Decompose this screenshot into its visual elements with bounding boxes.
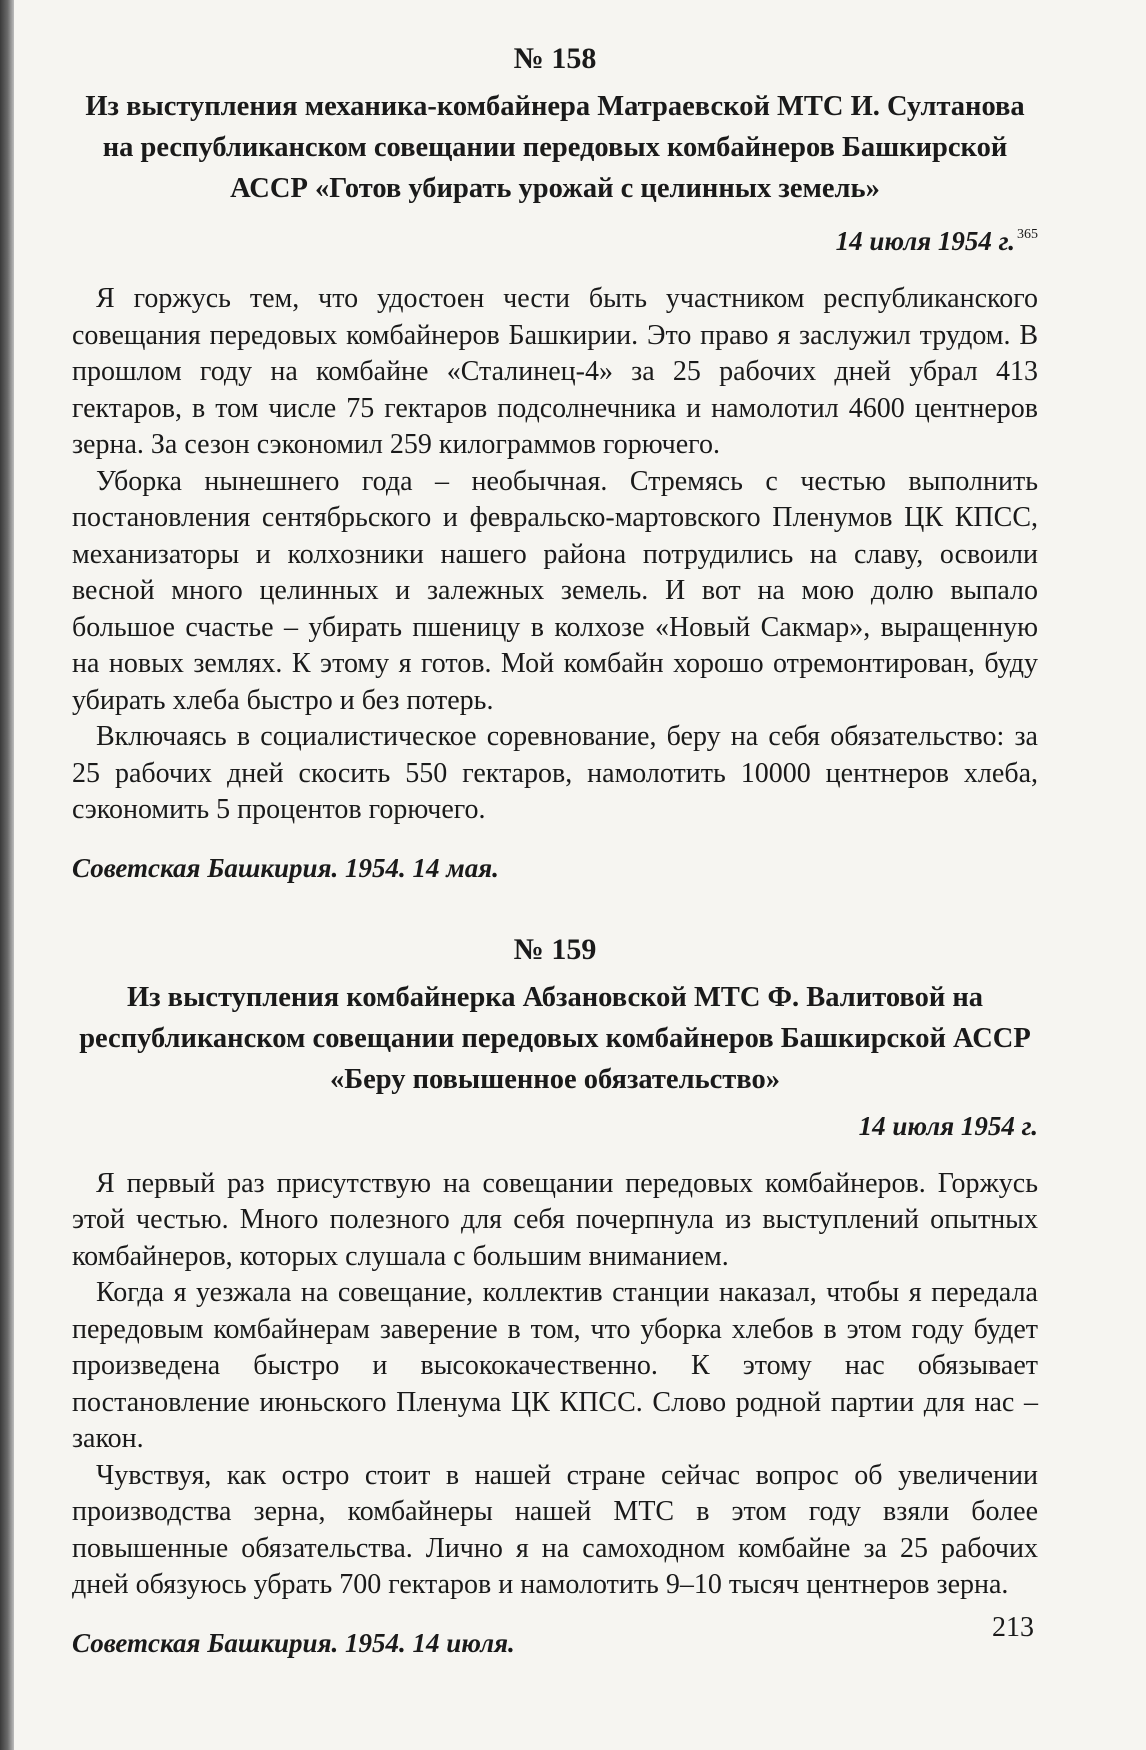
document-date: 14 июля 1954 г. (858, 1110, 1038, 1141)
document-date: 14 июля 1954 г. (835, 226, 1015, 256)
source-citation: Советская Башкирия. 1954. 14 мая. (72, 852, 499, 883)
paragraph: Я первый раз присутствую на совещании передовых комбайнеров. Горжусь этой честью. Много полезного для себя почерпнула из выступлений опытных комбайнеров, которых слушала с большим вниманием. (72, 1167, 1038, 1272)
book-spine-shadow (0, 0, 14, 1750)
paragraph: Когда я уезжала на совещание, коллектив станции наказал, чтобы я передала передовым комбайнерам заверение в том, что уборка хлебов в этом году будет произведена быстро и высококачественно. К этому нас обязывает постановление июньского Пленума ЦК КПСС. Слово родной партии для нас – закон. (72, 1277, 1038, 1454)
paragraph: Чувствуя, как остро стоит в нашей стране сейчас вопрос об увеличении производства зерна, комбайнеры нашей МТС в этом году взяли более повышенные обязательства. Лично я на самоходном комбайне за 25 рабочих дней обязуюсь убрать 700 гектаров и намолотить 9–10 тысяч центнеров зерна. (72, 1459, 1038, 1600)
document-title: Из выступления механика-комбайнера Матраевской МТС И. Султанова на республиканском совещании передовых комбайнеров Башкирской АССР «Готов убирать урожай с целинных земель» (85, 91, 1025, 204)
document-date-line (72, 1106, 1038, 1146)
footnote-reference: 365 (1017, 227, 1038, 242)
paragraph: Включаясь в социалистическое соревнование, беру на себя обязательство: за 25 рабочих дней скосить 550 гектаров, намолотить 10000 центнеров хлеба, сэкономить 5 процентов горючего. (72, 721, 1038, 825)
document-number: № 158 (513, 42, 597, 75)
page-content (72, 40, 1038, 1686)
source-citation: Советская Башкирия. 1954. 14 июля. (72, 1627, 515, 1658)
document-number: № 159 (513, 932, 597, 966)
document-separator (72, 911, 1038, 931)
document-title: Из выступления комбайнерка Абзановской МТС Ф. Валитовой на республиканском совещании передовых комбайнеров Башкирской АССР «Беру повышенное обязательство» (79, 981, 1031, 1095)
document-date-line (72, 215, 1038, 261)
paragraph: Уборка нынешнего года – необычная. Стремясь с честью выполнить постановления сентябрьского и февральско-мартовского Пленумов ЦК КПСС, механизаторы и колхозники нашего района потрудились на славу, освоили весной много целинных и залежных земель. И вот на мою долю выпало большое счастье – убирать пшеницу в колхозе «Новый Сакмар», выращенную на новых землях. К этому я готов. Мой комбайн хорошо отремонтирован, буду убирать хлеба быстро и без потерь. (72, 465, 1038, 716)
page-number: 213 (992, 1612, 1034, 1643)
document-159 (72, 931, 1038, 1662)
paragraph: Я горжусь тем, что удостоен чести быть участником республиканского совещания передовых комбайнеров Башкирии. Это право я заслужил трудом. В прошлом году на комбайне «Сталинец-4» за 25 рабочих дней убрал 413 гектаров, в том числе 75 гектаров подсолнечника и намолотил 4600 центнеров зерна. За сезон сэкономил 259 килограммов горючего. (72, 283, 1038, 460)
document-158 (72, 40, 1038, 887)
